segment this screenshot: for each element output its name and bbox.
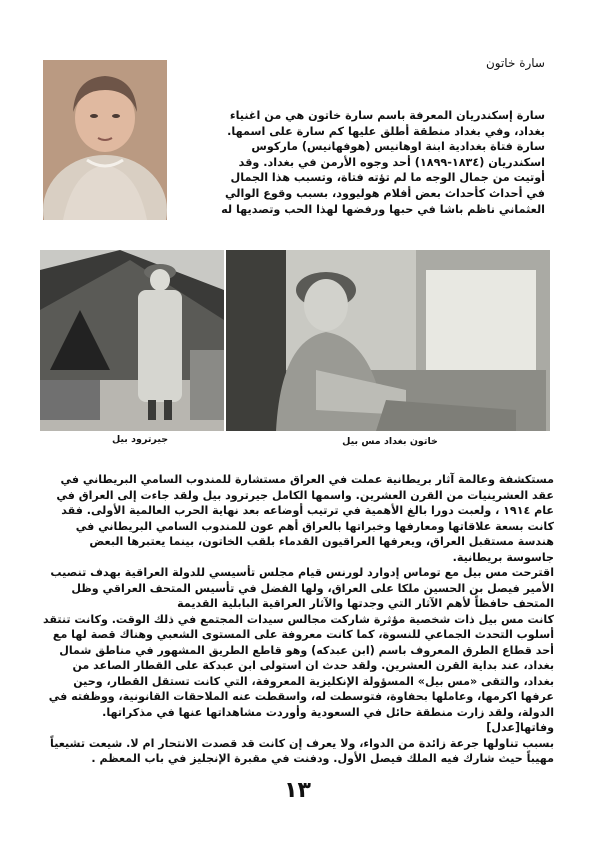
page-header-title: سارة خاتون [485, 56, 545, 70]
body-paragraph: كانت مس بيل ذات شخصية مؤثرة شاركت مجالس سيدات المجتمع في ذلك الوقت. وكانت تنتقد أسلوب التحدث الجماعي للنسوة، كما كانت معروفة على المستوى الشعبي وهناك قصة لها مع أحد قطاع الطرق المعروف باسم (ابن عبدكه) وهو قاطع الطريق المشهور في مناطق شمال بغداد، عند بداية القرن العشرين. ولقد حدث ان استولى ابن عبدكة على القطار الصاعد من بغداد، والتقى «مس بيل» المسؤولة الإنكليزية المعروفة، التي كانت تستقل القطار، وحين عرفها اكرمها، وعاملها بحفاوة، فتوسطت له، واسقطت عنه الملاحقات القانونية، ووظفته في الدولة، ولقد زارت منطقة حائل في السعودية وأوردت مشاهداتها عنها في مذكراتها. [42, 612, 554, 719]
photo-seated-icon [226, 250, 550, 431]
caption-right: خاتون بغداد مس بيل [342, 436, 438, 447]
body-paragraph: بسبب تناولها جرعة زائدة من الدواء، ولا يعرف إن كانت قد قصدت الانتحار ام لا. شيعت تشيعياً مهيباً حيث شارك فيه الملك فيصل الأول. ودفنت في مقبرة الإنجليز في باب المعظم . [50, 736, 554, 765]
caption-left: جيرترود بيل [111, 434, 169, 445]
page-number: ١٣ [284, 778, 311, 803]
body-paragraph: مستكشفة وعالمة آثار بريطانية عملت في العراق مستشارة للمندوب السامي البريطاني في عقد العشرينيات من القرن العشرين. واسمها الكامل جيرترود بيل ولقد جاءت إلى العراق في عام ١٩١٤ ، ولعبت دورا بالغ الأهمية في ترتيب أوضاعه بعد نهاية الحرب العالمية الأولى. فقد كانت بسعة علاقاتها ومعارفها وخبراتها بالعراق أهم عون للمندوب السامي البريطاني في هندسة مستقبل العراق، ويعرفها العراقيون القدماء بلقب الخاتون، بينما يعتبرها البعض جاسوسة بريطانية. [56, 473, 554, 564]
body-text [40, 472, 554, 767]
photo-tent-icon [40, 250, 224, 431]
photo-portrait-icon [43, 60, 167, 220]
intro-paragraph: سارة إسكندريان المعرفة باسم سارة خاتون هي من اغنياء بغداد، وفي بغداد منطقة أطلق عليها كم سارة على اسمها. سارة فتاة بغدادية ابنة اوهانيس (هوفهانيس) ماركوس اسكندريان (١٨٣٤-١٨٩٩) أحد وجوه الأرمن في بغداد. وقد أوتيت من جمال الوجه ما لم تؤته فتاة، وتسبب هذا الجمال في أحداث كأحداث بعض أفلام هوليوود، بسبب وقوع الوالي العثماني ناظم باشا في حبها ورفضها لهذا الحب وتصديها له [221, 109, 545, 216]
body-paragraph: اقترحت مس بيل مع توماس إدوارد لورنس قيام مجلس تأسيسي للدولة العراقية بهدف تنصيب الأمير فيصل بن الحسين ملكا على العراق، ولها الفضل في تأسيس المتحف العراقي وظل المتحف حافظاً لأهم الآثار التي وجدتها والآثار العراقية البابلية القديمة [50, 566, 554, 610]
section-heading: وفاتها[عدل] [486, 721, 554, 734]
